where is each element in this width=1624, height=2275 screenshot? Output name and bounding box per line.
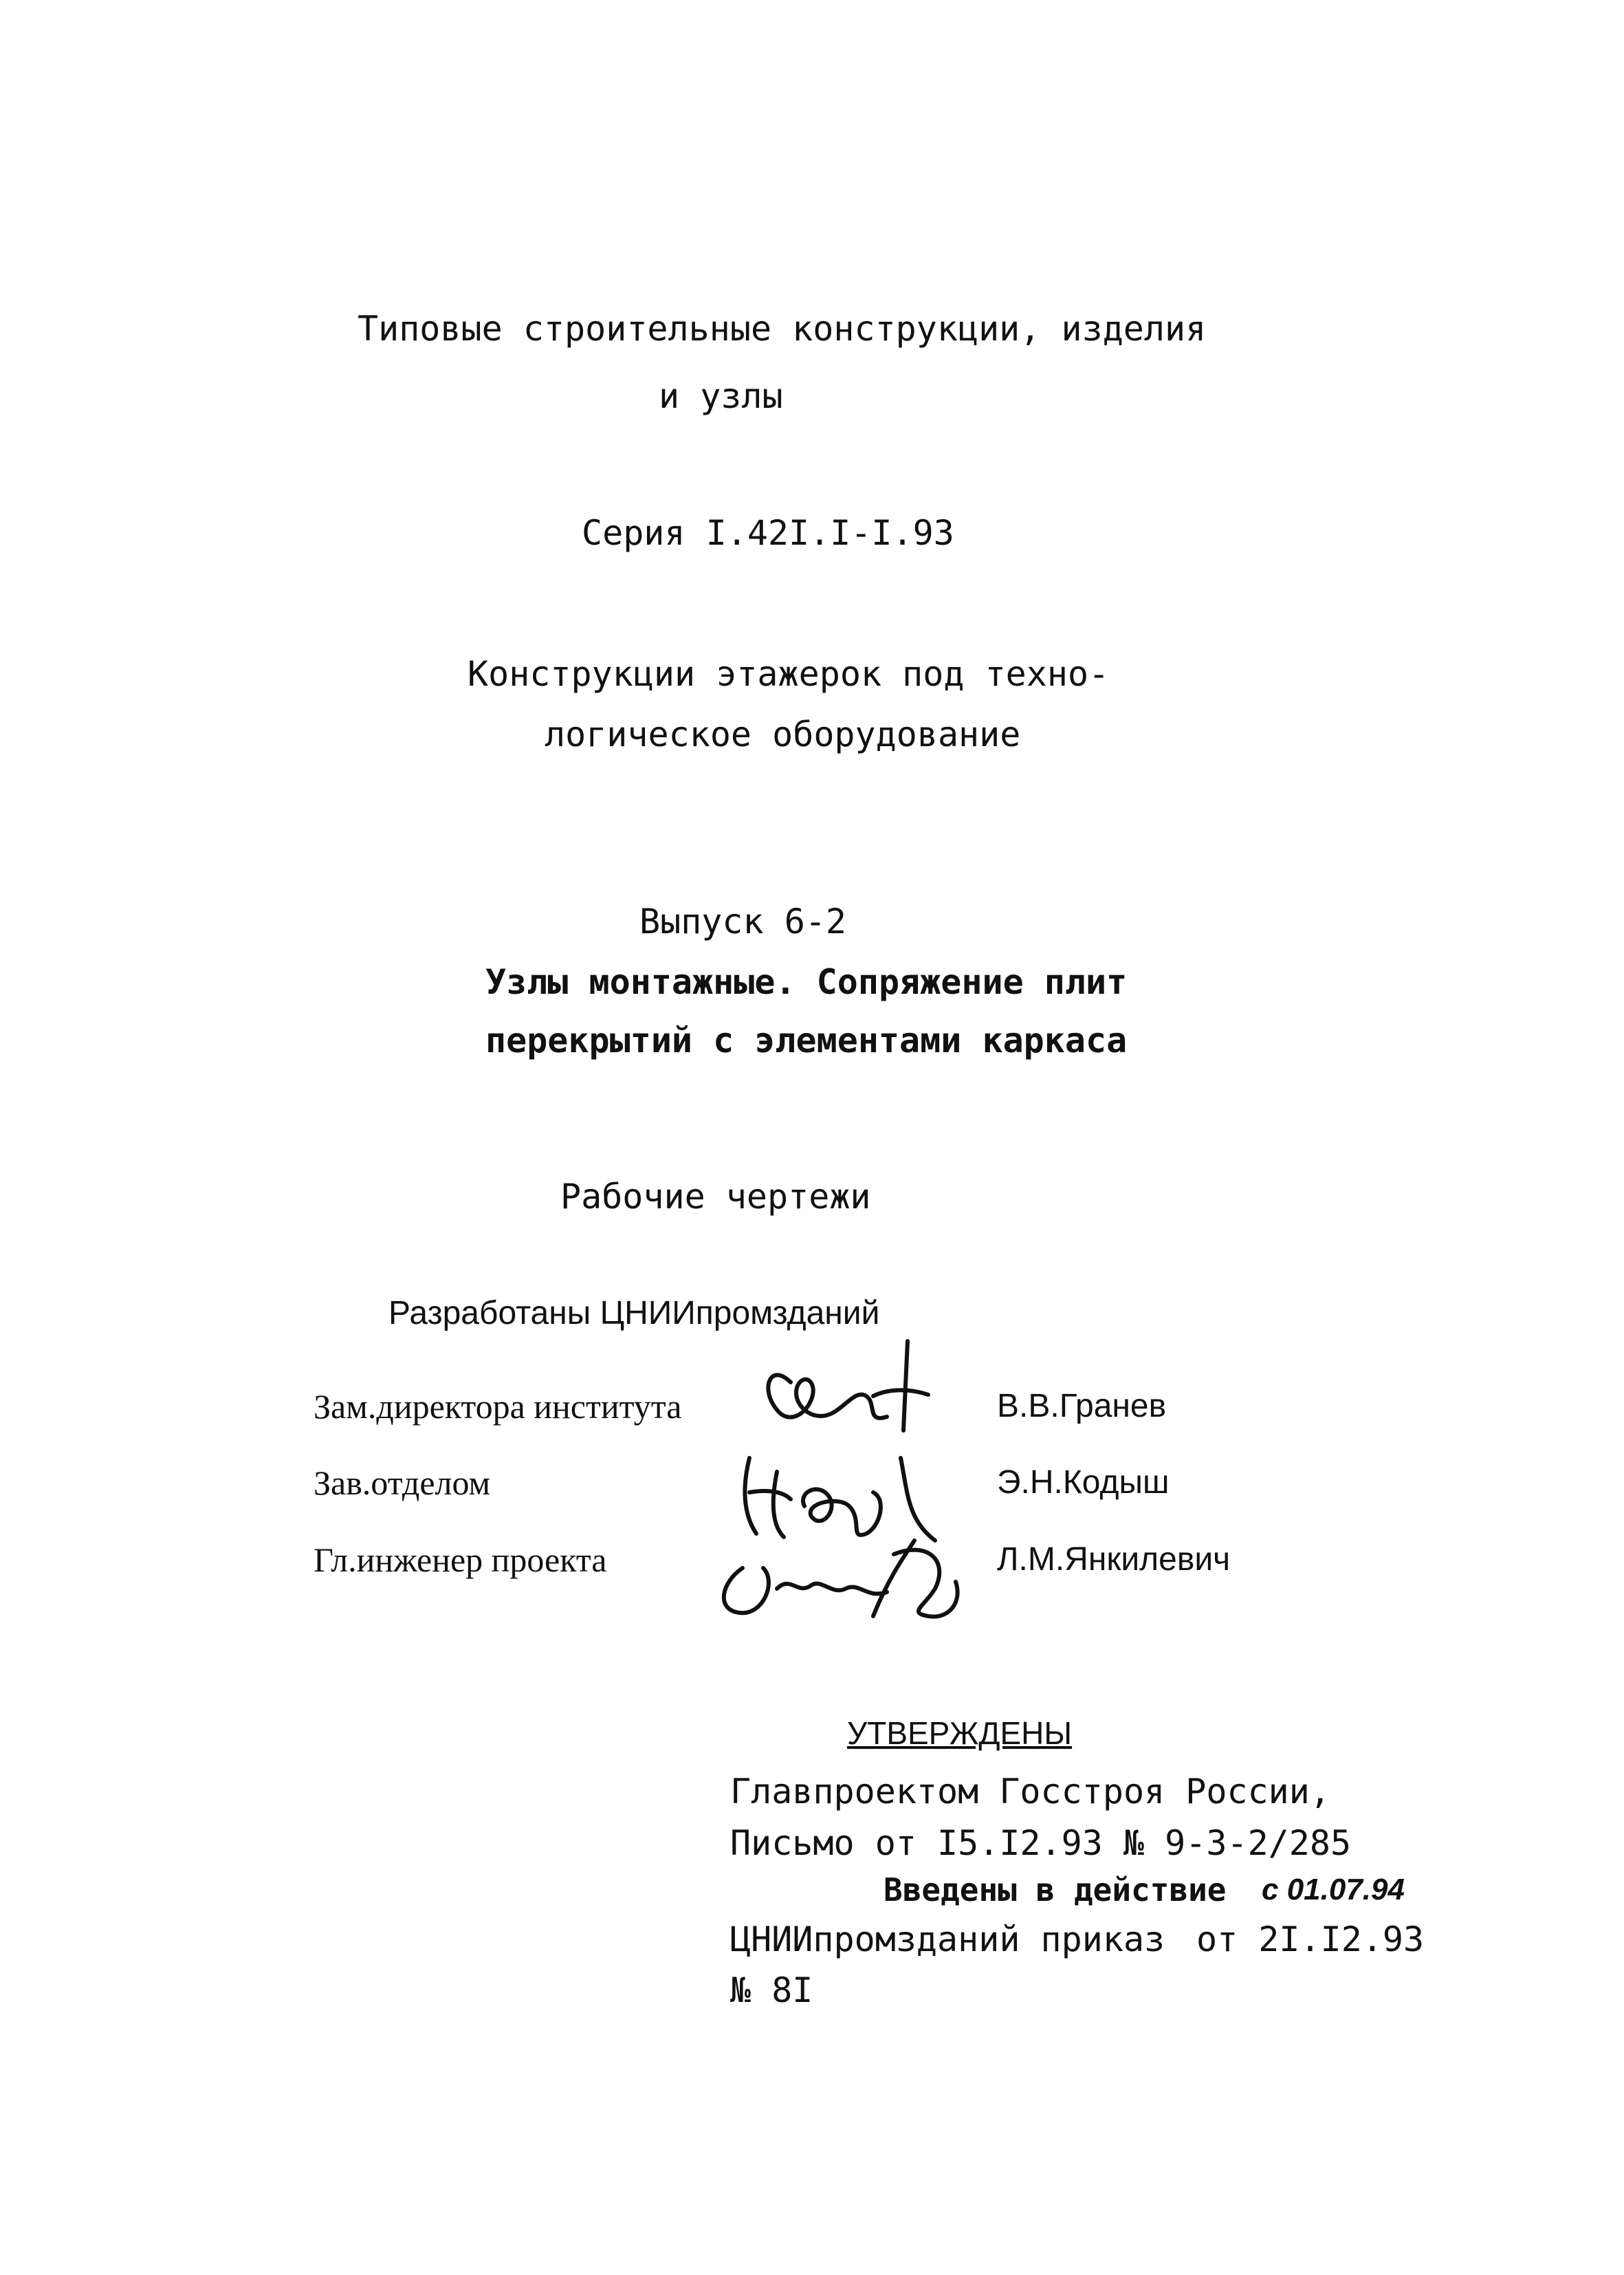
series-number: Серия I.42I.I-I.93 [582,513,954,553]
subject-line-2: логическое оборудование [545,715,1021,754]
issue-title-line-1: Узлы монтажные. Сопряжение плит [485,962,1128,1002]
effective-label: Введены в действие [884,1871,1227,1908]
order-number: № 8I [730,1970,813,2010]
order-line-left: ЦНИИпромзданий приказ [730,1919,1165,1959]
title-line-2: и узлы [659,376,783,416]
signatory-position-1: Зам.директора института [314,1387,682,1426]
issue-title-line-2: перекрытий с элементами каркаса [485,1021,1128,1060]
signatory-name-1: В.В.Гранев [997,1388,1167,1424]
approval-heading: УТВЕРЖДЕНЫ [847,1715,1073,1751]
issue-number: Выпуск 6-2 [639,902,847,941]
signatures-image [701,1334,990,1623]
signatory-name-2: Э.Н.Кодыш [997,1464,1170,1501]
title-line-1: Типовые строительные конструкции, изделия [358,309,1207,349]
approval-line-2: Письмо от I5.I2.93 № 9-3-2/285 [730,1823,1352,1863]
effective-date: с 01.07.94 [1262,1873,1405,1906]
developer: Разработаны ЦНИИпромзданий [388,1295,880,1331]
approval-line-1: Главпроектом Госстроя России, [730,1772,1330,1811]
document-type: Рабочие чертежи [560,1177,871,1217]
signatory-position-3: Гл.инженер проекта [314,1541,607,1579]
subject-line-1: Конструкции этажерок под техно- [468,654,1110,694]
signatory-name-3: Л.М.Янкилевич [997,1541,1231,1578]
signatory-position-2: Зав.отделом [314,1463,491,1502]
order-line-right: от 2I.I2.93 [1196,1919,1425,1959]
